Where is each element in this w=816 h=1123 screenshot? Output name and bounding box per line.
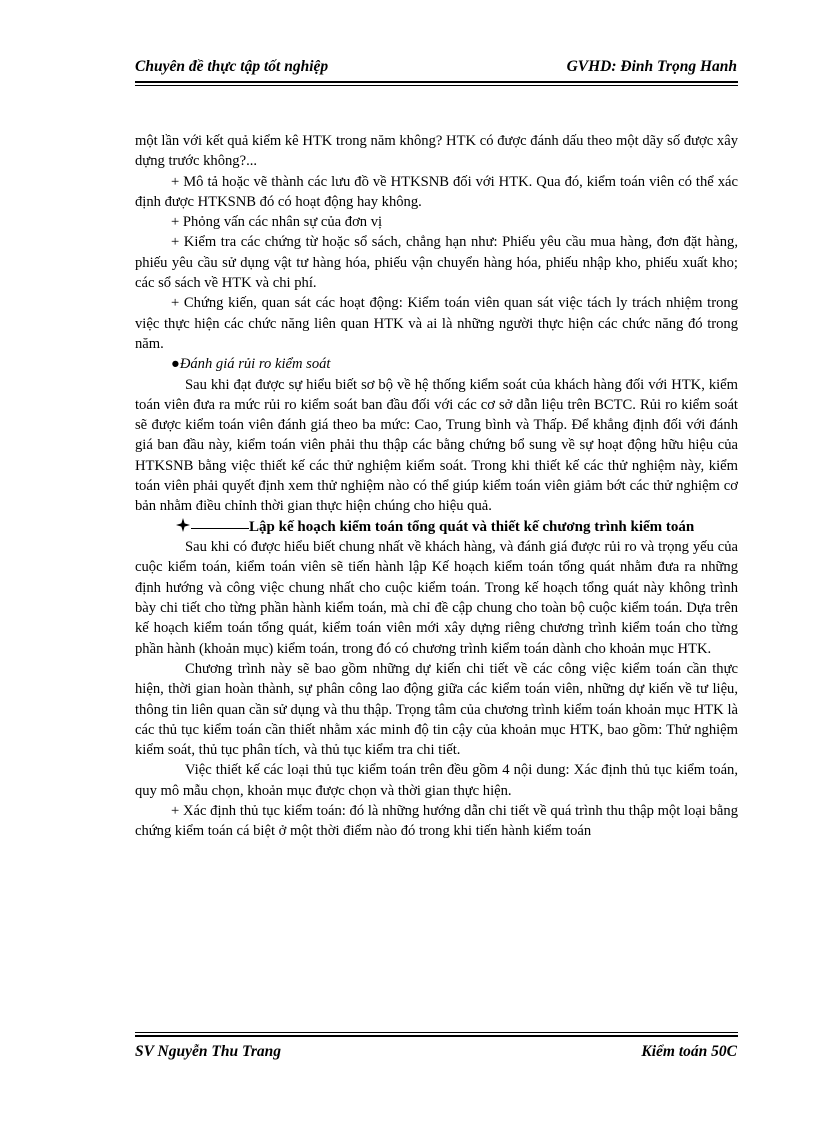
- paragraph: + Phỏng vấn các nhân sự của đơn vị: [171, 214, 383, 231]
- paragraph: + Mô tả hoặc vẽ thành các lưu đồ về HTKSNB đối với HTK. Qua đó, kiểm toán viên có thể xác định được HTKSNB đó có hoạt động hay không.: [135, 173, 738, 210]
- document-body: [135, 131, 738, 842]
- header-rule-thin: [135, 85, 738, 86]
- section-heading-line: [135, 517, 738, 538]
- bullet-dot-icon: ●: [171, 356, 180, 373]
- paragraph: Sau khi có được hiểu biết chung nhất về khách hàng, và đánh giá được rủi ro và trọng yếu của cuộc kiểm toán, kiểm toán viên sẽ tiến hành lập Kế hoạch kiểm toán tổng quát nhằm đưa ra những định hướng và công việc chung nhất cho cuộc kiểm toán. Trong kế hoạch tổng quát này không trình bày chi tiết cho từng phần hành kiểm toán, mà chỉ đề cập chung cho toàn bộ cuộc kiểm toán. Dựa trên kế hoạch kiểm toán tổng quát, kiểm toán viên mới xây dựng riêng chương trình kiểm toán cho từng phần hành (khoản mục) kiểm toán, trong đó có chương trình kiểm toán dành cho khoản mục HTK.: [135, 539, 738, 657]
- paragraph: một lần với kết quả kiểm kê HTK trong năm không? HTK có được đánh dấu theo một dãy số được xây dựng trước không?...: [135, 133, 738, 170]
- bullet-heading: Đánh giá rủi ro kiểm soát: [179, 356, 331, 373]
- paragraph: Chương trình này sẽ bao gồm những dự kiến chi tiết về các công việc kiểm toán cần thực hiện, thời gian hoàn thành, sự phân công lao động giữa các kiểm toán viên, những dự kiến về tư liệu, thông tin liên quan cần sử dụng và thu thập. Trọng tâm của chương trình kiểm toán khoản mục HTK là các thủ tục kiểm toán cần thiết nhằm xác minh độ tin cậy của khoản mục HTK, bao gồm: Thử nghiệm kiểm soát, thủ tục phân tích, và thủ tục kiểm tra chi tiết.: [135, 660, 738, 759]
- diamond-bullet-icon: [175, 517, 191, 533]
- footer-rule-thin: [135, 1032, 738, 1033]
- paragraph: + Chứng kiến, quan sát các hoạt động: Kiểm toán viên quan sát việc tách ly trách nhiệm trong việc thực hiện các chức năng liên quan HTK và ai là những người thực hiện các chức năng đó trong năm.: [135, 295, 738, 352]
- paragraph: + Xác định thủ tục kiểm toán: đó là những hướng dẫn chi tiết về quá trình thu thập một loại bằng chứng kiểm toán cá biệt ở một thời điểm nào đó trong khi tiến hành kiểm toán: [135, 803, 738, 840]
- bullet-heading-line: [135, 354, 738, 374]
- header-rule-thick: [135, 81, 738, 83]
- section-heading: Lập kế hoạch kiểm toán tổng quát và thiết kế chương trình kiểm toán: [249, 518, 695, 535]
- heading-underline: [191, 527, 249, 529]
- header-right-advisor: GVHD: Đinh Trọng Hanh: [566, 58, 737, 75]
- header-left-title: Chuyên đề thực tập tốt nghiệp: [135, 58, 329, 75]
- footer-class: Kiểm toán 50C: [641, 1043, 737, 1060]
- page-header: [135, 58, 737, 76]
- page-footer: [135, 1043, 737, 1061]
- footer-rule-thick: [135, 1035, 738, 1037]
- paragraph: Việc thiết kế các loại thủ tục kiểm toán trên đều gồm 4 nội dung: Xác định thủ tục kiểm toán, quy mô mẫu chọn, khoản mục được chọn và thời gian thực hiện.: [135, 762, 738, 799]
- paragraph: + Kiểm tra các chứng từ hoặc sổ sách, chẳng hạn như: Phiếu yêu cầu mua hàng, đơn đặt hàng, phiếu yêu cầu sử dụng vật tư hàng hóa, phiếu vận chuyển hàng hóa, phiếu nhập kho, phiếu xuất kho; các sổ sách về HTK và chi phí.: [135, 234, 738, 292]
- paragraph: Sau khi đạt được sự hiểu biết sơ bộ về hệ thống kiểm soát của khách hàng đối với HTK, kiểm toán viên đưa ra mức rủi ro kiểm soát ban đầu đối với các cơ sở dẫn liệu trên BCTC. Rủi ro kiểm soát sẽ được kiểm toán viên đánh giá theo ba mức: Cao, Trung bình và Thấp. Để khẳng định đối với đánh giá ban đầu này, kiểm toán viên phải thu thập các bằng chứng bổ sung về sự hoạt động hữu hiệu của HTKSNB bằng việc thiết kế các thử nghiệm kiểm soát. Trong khi thiết kế các thử nghiệm này, kiểm toán viên phải quyết định xem thử nghiệm nào có thể giúp kiểm toán viên giảm bớt các thử nghiệm cơ bản nhằm điều chỉnh thời gian thực hiện chúng cho hiệu quả.: [135, 376, 738, 515]
- footer-student-name: SV Nguyễn Thu Trang: [135, 1043, 282, 1060]
